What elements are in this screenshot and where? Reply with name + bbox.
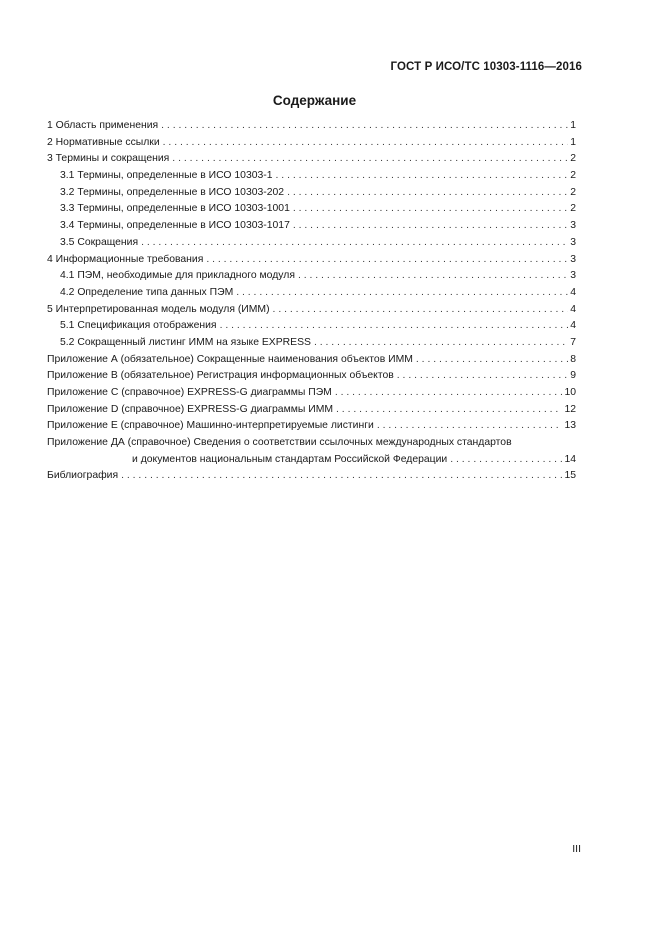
toc-entry-label: 3 Термины и сокращения <box>47 153 170 165</box>
toc-entry-page: 4 <box>570 286 576 298</box>
toc-entry-page: 4 <box>570 303 576 315</box>
toc-annex-entry[interactable] <box>47 368 576 385</box>
toc-entry-page: 3 <box>570 270 576 282</box>
toc-entry-page: 3 <box>570 236 576 248</box>
toc-leader-dots <box>206 252 568 269</box>
toc-entry-label: Приложение Е (справочное) Машинно-интерпретируемые листинги <box>47 420 374 432</box>
toc-entry-page: 4 <box>570 320 576 332</box>
toc-entry[interactable] <box>47 252 576 269</box>
toc-entry-page: 2 <box>570 203 576 215</box>
toc-leader-dots <box>172 151 568 168</box>
toc-entry-label: 3.2 Термины, определенные в ИСО 10303-202 <box>60 186 285 198</box>
toc-entry-page: 12 <box>564 403 576 415</box>
toc-subentry[interactable] <box>47 168 576 185</box>
toc-leader-dots <box>298 268 568 285</box>
toc-leader-dots <box>276 168 569 185</box>
toc-entry-label: 4.1 ПЭМ, необходимые для прикладного модуля <box>60 270 295 282</box>
table-of-contents <box>47 118 576 485</box>
toc-entry[interactable] <box>47 118 576 135</box>
toc-entry-label: Приложение А (обязательное) Сокращенные наименования объектов ИММ <box>47 353 413 365</box>
toc-entry-label: 3.5 Сокращения <box>60 236 139 248</box>
toc-entry[interactable] <box>47 302 576 319</box>
toc-leader-dots <box>163 135 569 152</box>
toc-entry-label: 5 Интерпретированная модель модуля (ИММ) <box>47 303 270 315</box>
toc-subentry[interactable] <box>47 218 576 235</box>
toc-entry-page: 2 <box>570 153 576 165</box>
toc-entry-label: 5.2 Сокращенный листинг ИММ на языке EXPRESS <box>60 336 311 348</box>
toc-leader-dots <box>121 468 562 485</box>
toc-entry-page: 2 <box>570 186 576 198</box>
toc-leader-dots <box>314 335 568 352</box>
toc-leader-dots <box>293 201 568 218</box>
toc-leader-dots <box>287 185 568 202</box>
toc-entry-label: Приложение D (справочное) EXPRESS-G диаграммы ИММ <box>47 403 334 415</box>
page-title: Содержание <box>272 93 357 108</box>
toc-entry-label: 3.3 Термины, определенные в ИСО 10303-1001 <box>60 203 290 215</box>
toc-entry-page: 3 <box>570 220 576 232</box>
toc-entry-label: 5.1 Спецификация отображения <box>60 320 217 332</box>
toc-entry-page: 10 <box>564 387 576 398</box>
toc-leader-dots <box>161 118 568 135</box>
toc-leader-dots <box>397 368 568 385</box>
toc-leader-dots <box>141 235 568 252</box>
toc-leader-dots <box>236 285 568 302</box>
toc-entry-page: 13 <box>564 420 576 432</box>
toc-entry-page: 15 <box>564 470 576 482</box>
document-code: ГОСТ Р ИСО/ТС 10303-1116—2016 <box>390 61 582 73</box>
toc-subentry[interactable] <box>47 285 576 302</box>
toc-leader-dots <box>377 418 563 435</box>
toc-entry-label: 3.4 Термины, определенные в ИСО 10303-1017 <box>60 220 290 232</box>
toc-subentry[interactable] <box>47 268 576 285</box>
toc-entry-label: Приложение С (справочное) EXPRESS-G диаграммы ПЭМ <box>47 387 332 398</box>
toc-entry-label: 2 Нормативные ссылки <box>47 136 160 148</box>
toc-entry-label: Библиография <box>47 470 119 482</box>
toc-entry[interactable] <box>47 135 576 152</box>
page-number: III <box>572 843 581 855</box>
toc-entry-label-line1: Приложение ДА (справочное) Сведения о соответствии ссылочных международных стандартов <box>47 437 512 449</box>
toc-subentry[interactable] <box>47 335 576 352</box>
toc-annex-entry[interactable] <box>47 385 576 402</box>
toc-subentry[interactable] <box>47 185 576 202</box>
toc-entry[interactable] <box>47 151 576 168</box>
toc-entry-page: 2 <box>570 170 576 182</box>
toc-leader-dots <box>273 302 569 319</box>
toc-entry[interactable] <box>47 468 576 485</box>
toc-leader-dots <box>220 318 569 335</box>
toc-annex-entry-multiline[interactable] <box>47 435 576 468</box>
toc-annex-entry[interactable] <box>47 352 576 369</box>
toc-leader-dots <box>450 452 562 469</box>
toc-leader-dots <box>335 385 563 402</box>
toc-entry-page: 14 <box>564 453 576 465</box>
toc-entry-page: 1 <box>570 120 576 131</box>
toc-entry-label: Приложение В (обязательное) Регистрация информационных объектов <box>47 370 394 382</box>
toc-subentry[interactable] <box>47 235 576 252</box>
toc-entry-page: 3 <box>570 253 576 265</box>
toc-entry-label: 4 Информационные требования <box>47 253 204 265</box>
toc-entry-page: 8 <box>570 353 576 365</box>
toc-entry-page: 9 <box>570 370 576 382</box>
toc-leader-dots <box>416 352 568 369</box>
toc-subentry[interactable] <box>47 201 576 218</box>
toc-subentry[interactable] <box>47 318 576 335</box>
toc-annex-entry[interactable] <box>47 418 576 435</box>
toc-entry-label-line2: и документов национальным стандартам Российской Федерации <box>132 453 448 465</box>
toc-entry-label: 4.2 Определение типа данных ПЭМ <box>60 286 234 298</box>
toc-entry-label: 3.1 Термины, определенные в ИСО 10303-1 <box>60 170 273 182</box>
toc-annex-entry[interactable] <box>47 402 576 419</box>
toc-entry-page: 7 <box>570 336 576 348</box>
toc-leader-dots <box>336 402 562 419</box>
toc-leader-dots <box>293 218 568 235</box>
toc-entry-page: 1 <box>570 136 576 148</box>
toc-entry-label: 1 Область применения <box>47 120 159 131</box>
